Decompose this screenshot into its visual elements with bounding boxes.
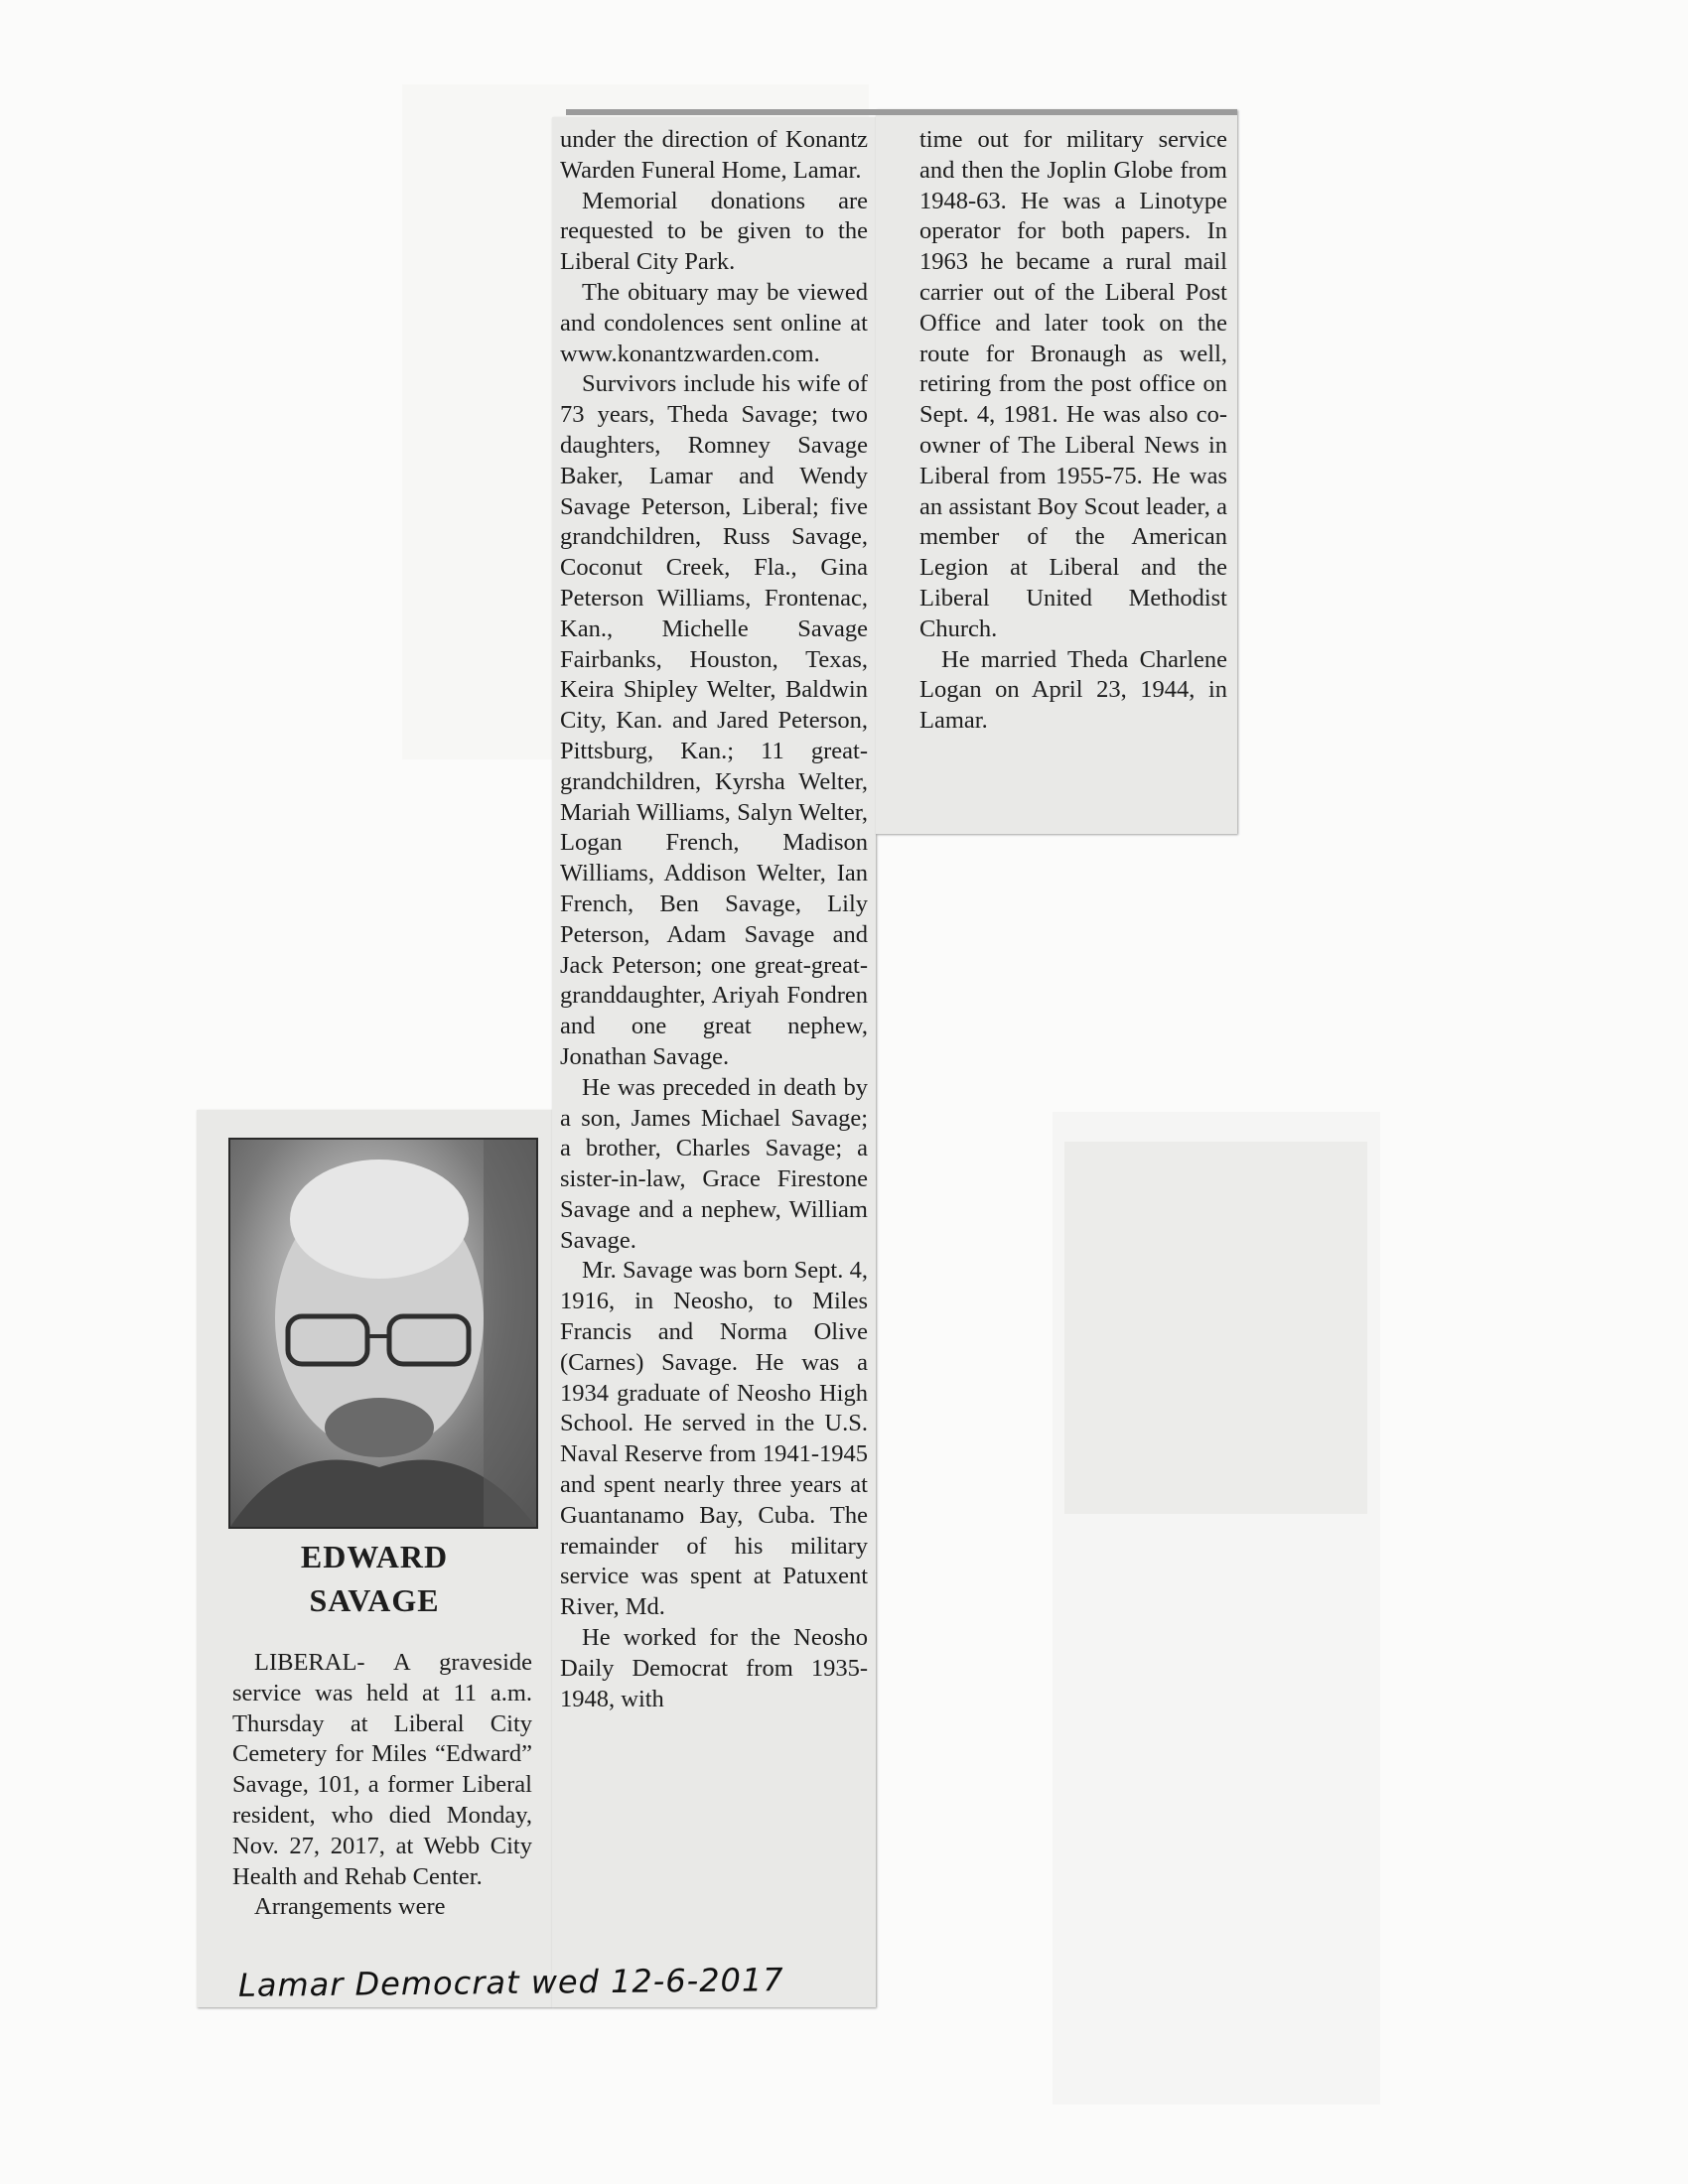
- headline-last-name: SAVAGE: [309, 1582, 440, 1618]
- obituary-clip-right: [876, 109, 1237, 834]
- paragraph-career: time out for military service and then the Joplin Globe from 1948-63. He was a Linotype operator for both papers. In 1963 he became a rural mail carrier out of the Liberal Post Office and later took on the route for Bronaugh as well, retiring from the post office on Sept. 4, 1981. He was also co-owner of The Liberal News in Liberal from 1955-75. He was an assistant Boy Scout leader, a member of the American Legion at Liberal and the Liberal United Methodist Church.: [919, 126, 1227, 642]
- paragraph-marriage: He married Theda Charlene Logan on April 23, 1944, in Lamar.: [919, 645, 1227, 735]
- paragraph-online: The obituary may be viewed and condolences sent online at www.konantzwarden.com.: [560, 278, 868, 367]
- headline-first-name: EDWARD: [300, 1539, 449, 1574]
- paragraph-preceded: He was preceded in death by a son, James Michael Savage; a brother, Charles Savage; a sister-in-law, Grace Firestone Savage and a nephew, William Savage.: [560, 1073, 868, 1254]
- obituary-clip-left: [197, 1110, 552, 2007]
- portrait-illustration: [230, 1140, 536, 1527]
- paragraph-memorials: Memorial donations are requested to be given to the Liberal City Park.: [560, 187, 868, 276]
- clip-top-edge: [566, 109, 1237, 115]
- paragraph-arrangements: Arrangements were: [254, 1893, 446, 1921]
- paragraph-service: LIBERAL- A graveside service was held at 11 a.m. Thursday at Liberal City Cemetery for Miles “Edward” Savage, 101, a former Liberal resident, who died Monday, Nov. 27, 2017, at Webb City Health and Rehab Center.: [232, 1649, 532, 1890]
- paragraph-survivors: Survivors include his wife of 73 years, Theda Savage; two daughters, Romney Savage Baker, Lamar and Wendy Savage Peterson, Liberal; five grandchildren, Russ Savage, Coconut Creek, Fla., Gina Peterson Williams, Frontenac, Kan., Michelle Savage Fairbanks, Houston, Texas, Keira Shipley Welter, Baldwin City, Kan. and Jared Peterson, Pittsburg, Kan.; 11 great-grandchildren, Kyrsha Welter, Mariah Williams, Salyn Welter, Logan French, Madison Williams, Addison Welter, Ian French, Ben Savage, Lily Peterson, Adam Savage and Jack Peterson; one great-great-granddaughter, Ariyah Fondren and one great nephew, Jonathan Savage.: [560, 370, 868, 1070]
- bleed-through-photo-box: [1064, 1142, 1367, 1514]
- obituary-column-right: [919, 125, 1227, 830]
- paragraph-born: Mr. Savage was born Sept. 4, 1916, in Neosho, to Miles Francis and Norma Olive (Carnes) Savage. He was a 1934 graduate of Neosho High School. He served in the U.S. Naval Reserve from 1941-1945 and spent nearly three years at Guantanamo Bay, Cuba. The remainder of his military service was spent at Patuxent River, Md.: [560, 1257, 868, 1621]
- handwritten-source-note: Lamar Democrat wed 12-6-2017: [237, 1961, 784, 2004]
- obituary-clip-middle: [552, 117, 876, 2007]
- paragraph-funeral-home: under the direction of Konantz Warden Funeral Home, Lamar.: [560, 126, 868, 184]
- portrait-photo: [228, 1138, 538, 1529]
- paragraph-worked: He worked for the Neosho Daily Democrat from 1935-1948, with: [560, 1624, 868, 1712]
- obituary-column-middle: [560, 125, 868, 1991]
- obituary-column-left: [232, 1648, 532, 1946]
- obituary-headline: [197, 1535, 552, 1622]
